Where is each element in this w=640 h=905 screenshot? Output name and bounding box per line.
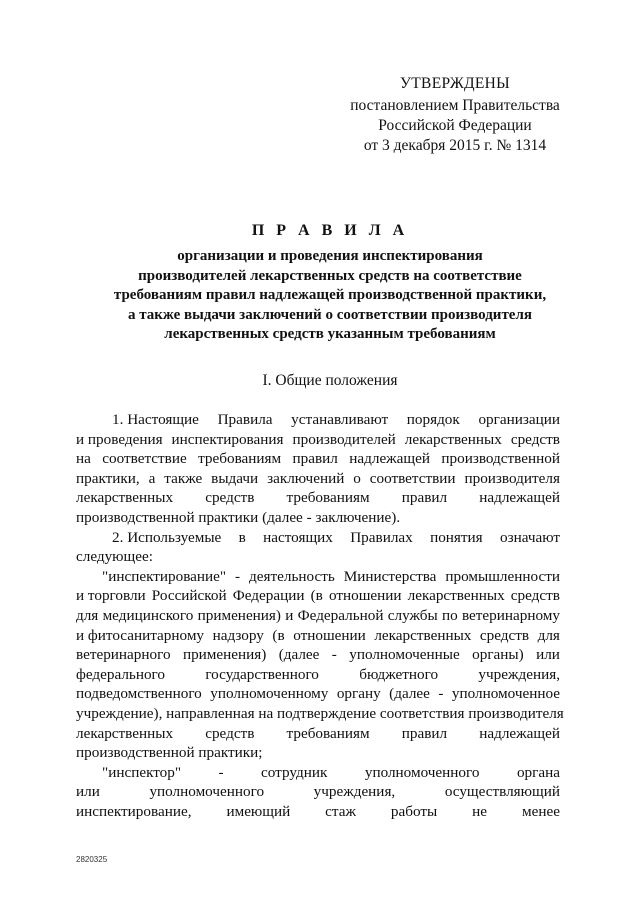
body-word: Федерации — [232, 587, 305, 605]
body-line — [76, 684, 560, 704]
body-word: уполномоченного — [364, 763, 480, 781]
body-word: лекарственных — [76, 724, 174, 742]
body-line — [76, 469, 560, 489]
body-word: осуществляющий — [444, 783, 560, 801]
body-word: производственной практики; — [76, 744, 263, 762]
body-word: выдачи — [211, 469, 259, 487]
body-word: "инспектор" — [102, 763, 182, 781]
body-word: Российской — [151, 587, 227, 605]
body-word: лекарственных — [407, 587, 505, 605]
body-word: а — [148, 469, 156, 487]
body-line — [76, 547, 560, 567]
body-line — [76, 606, 560, 626]
body-text — [76, 410, 564, 821]
body-word: для — [76, 606, 99, 624]
body-word: лекарственных — [76, 489, 174, 507]
body-word: настоящих — [263, 528, 333, 546]
body-word: ветеринарному — [461, 606, 560, 624]
body-word: надзору — [212, 626, 264, 644]
body-line — [76, 508, 560, 528]
body-line — [76, 488, 560, 508]
subtitle-line: лекарственных средств указанным требованиям — [164, 326, 496, 342]
body-word: или — [76, 783, 100, 801]
body-word: и проведения — [76, 430, 163, 448]
body-line — [76, 528, 560, 548]
approval-line-1: постановлением Правительства — [350, 97, 560, 114]
body-word: менее — [521, 802, 560, 820]
body-word: надлежащей — [479, 724, 560, 742]
body-word: средств — [510, 430, 560, 448]
body-word: отношении — [293, 626, 366, 644]
body-word: промышленности — [445, 567, 560, 585]
body-word: (в — [310, 587, 323, 605]
body-line — [76, 665, 560, 685]
body-word: ветеринарного — [76, 646, 171, 664]
body-word: или — [536, 646, 560, 664]
body-word: надлежащей — [349, 450, 430, 468]
body-word: для — [537, 626, 560, 644]
section-heading: I. Общие положения — [262, 372, 398, 389]
body-word: соответствии — [369, 469, 456, 487]
body-word: - — [218, 763, 224, 781]
body-word: правил — [292, 450, 338, 468]
body-word: государственного — [205, 665, 319, 683]
body-line — [76, 763, 560, 783]
approval-line-3: от 3 декабря 2015 г. № 1314 — [363, 137, 547, 154]
body-word: в — [238, 528, 246, 546]
approval-block — [330, 74, 580, 156]
body-word: Федеральной — [297, 606, 384, 624]
body-word: лекарственных — [404, 430, 502, 448]
body-word: и торговли — [76, 587, 146, 605]
body-word: инспектирование, — [76, 802, 192, 820]
body-word: производителя — [464, 469, 560, 487]
body-word: требованиям — [286, 724, 370, 742]
body-line — [76, 626, 560, 646]
body-word: организации — [478, 411, 560, 428]
body-word: - — [235, 567, 241, 585]
body-line — [76, 449, 560, 469]
body-word: порядок — [406, 411, 460, 428]
body-word: (в — [272, 626, 285, 644]
body-word: учреждение), направленная на подтверждение соответствия производителя — [76, 704, 564, 722]
body-word: и фитосанитарному — [76, 626, 205, 644]
body-word: также — [164, 469, 203, 487]
body-line — [76, 567, 560, 587]
body-line — [76, 782, 560, 802]
body-word: 1. Настоящие — [112, 411, 199, 428]
body-line — [76, 724, 560, 744]
body-word: требованиям — [198, 450, 282, 468]
body-word: учреждения, — [478, 665, 560, 683]
body-line — [76, 430, 560, 450]
body-word: уполномоченные — [349, 646, 460, 664]
body-word: не — [472, 802, 488, 820]
body-line — [76, 704, 564, 724]
document-subtitle — [60, 247, 600, 345]
body-word: применения) — [182, 646, 267, 664]
body-word: средств — [479, 626, 530, 644]
body-word: стаж — [325, 802, 356, 820]
body-word: инспектирования — [171, 430, 284, 448]
body-word: устанавливают — [291, 411, 389, 428]
body-word: означают — [499, 528, 560, 546]
document-title: П Р А В И Л А — [251, 222, 409, 239]
body-word: уполномоченное — [451, 685, 560, 703]
body-word: федерального — [76, 665, 165, 683]
body-line — [76, 645, 560, 665]
body-word: требованиям — [286, 489, 370, 507]
body-word: отношении — [328, 587, 402, 605]
body-word: средств — [205, 724, 255, 742]
body-word: Правилах — [350, 528, 413, 546]
body-word: заключений — [267, 469, 345, 487]
body-word: понятия — [430, 528, 483, 546]
body-word: соответствие — [102, 450, 187, 468]
body-word: практики, — [76, 469, 140, 487]
body-word: средств — [510, 587, 560, 605]
body-word: службы — [387, 606, 438, 624]
body-word: - — [438, 685, 444, 703]
subtitle-line: производителей лекарственных средств на соответствие — [138, 267, 522, 284]
body-word: следующее: — [76, 548, 153, 566]
body-word: применения) — [197, 606, 281, 624]
body-word: производителей — [292, 430, 396, 448]
body-word: бюджетного — [359, 665, 439, 683]
body-word: на — [76, 450, 91, 468]
approval-line-2: Российской Федерации — [378, 117, 532, 134]
body-line — [76, 410, 560, 430]
body-word: - — [331, 646, 337, 664]
body-line — [76, 743, 560, 763]
body-word: органа — [516, 763, 560, 781]
body-word: "инспектирование" — [102, 567, 227, 585]
body-word: (далее — [389, 685, 430, 703]
body-word: (далее — [278, 646, 320, 664]
body-word: правил — [401, 489, 448, 507]
approval-heading: УТВЕРЖДЕНЫ — [400, 75, 510, 92]
body-word: средств — [205, 489, 255, 507]
body-word: по — [441, 606, 458, 624]
body-word: производственной — [441, 450, 560, 468]
body-line — [76, 802, 560, 822]
subtitle-line: а также выдачи заключений о соответствии производителя — [127, 306, 532, 323]
body-word: лекарственных — [374, 626, 472, 644]
body-word: о — [353, 469, 361, 487]
body-word: правил — [401, 724, 448, 742]
body-line — [76, 586, 560, 606]
body-word: учреждения, — [313, 783, 396, 801]
body-word: и — [285, 606, 294, 624]
body-word: деятельность — [249, 567, 335, 585]
body-word: подведомственного — [76, 685, 202, 703]
body-word: органы) — [472, 646, 524, 664]
body-word: производственной практики (далее - заключение). — [76, 508, 401, 526]
body-word: органу — [336, 685, 381, 703]
footer-code: 2820325 — [76, 855, 108, 864]
body-word: Правила — [217, 411, 273, 428]
body-word: уполномоченного — [149, 783, 265, 801]
body-word: сотрудник — [261, 763, 328, 781]
body-word: имеющий — [226, 802, 291, 820]
body-word: 2. Используемые — [112, 528, 222, 546]
body-word: надлежащей — [479, 489, 560, 507]
subtitle-line: организации и проведения инспектирования — [177, 248, 483, 264]
body-word: Министерства — [343, 567, 437, 585]
body-word: медицинского — [102, 606, 194, 624]
subtitle-line: требованиям правил надлежащей производственной практики, — [113, 287, 547, 303]
body-word: работы — [390, 802, 438, 820]
body-word: уполномоченному — [210, 685, 329, 703]
